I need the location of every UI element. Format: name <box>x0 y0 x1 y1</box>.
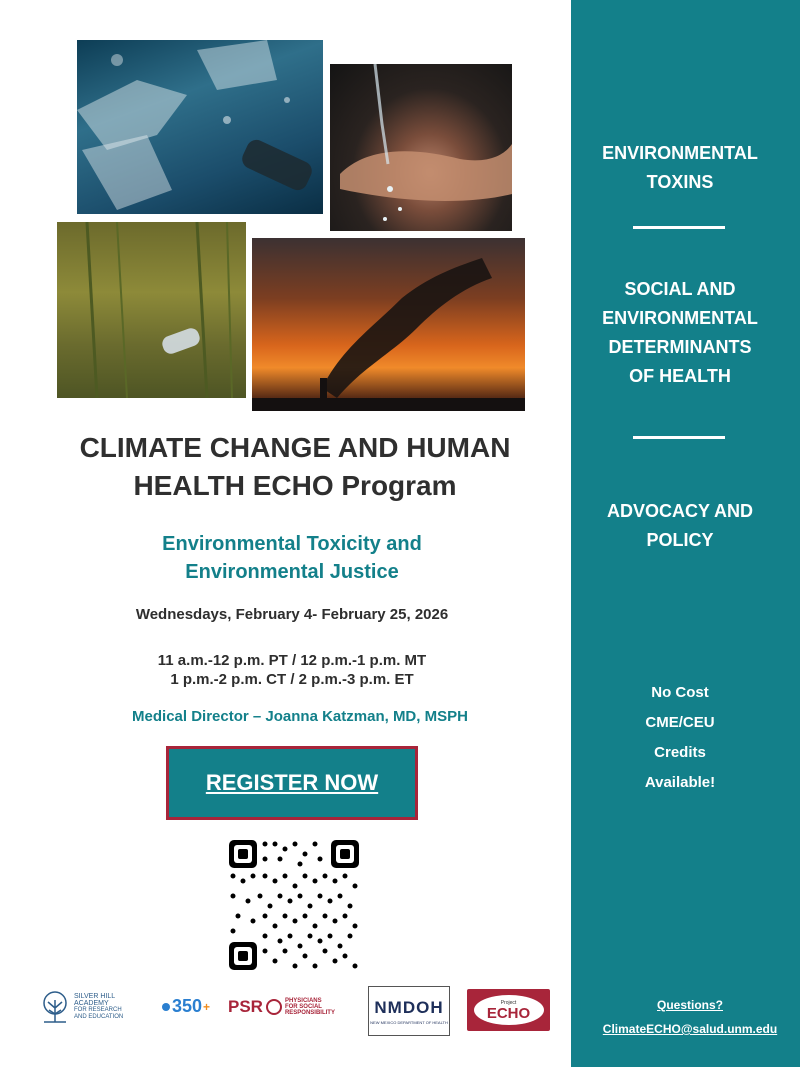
silver-hill-academy-logo <box>38 990 123 1024</box>
topic1-line2: TOXINS <box>646 172 714 192</box>
topic2-line4: OF HEALTH <box>629 366 731 386</box>
session-dates: Wednesdays, February 4- February 25, 2026 <box>135 606 449 623</box>
350-logo <box>162 996 210 1017</box>
sidebar-divider <box>633 436 725 439</box>
echo-small-text: Project <box>500 999 517 1006</box>
register-now-button[interactable] <box>166 746 418 820</box>
credits-line1: No Cost <box>651 684 709 701</box>
program-title <box>0 429 590 505</box>
topic2-line1: SOCIAL AND <box>624 279 736 299</box>
partner-logos <box>38 986 558 1034</box>
topic-social-determinants <box>580 275 780 391</box>
session-times <box>0 651 584 689</box>
topic1-line1: ENVIRONMENTAL <box>602 143 758 163</box>
topic3-line2: POLICY <box>646 530 714 550</box>
350-logo-text: 350 <box>172 996 203 1016</box>
session-times-line2: 1 p.m.-2 p.m. CT / 2 p.m.-3 p.m. ET <box>170 671 414 688</box>
nmdoh-text: NMDOH <box>374 997 444 1017</box>
silver-hill-line2: ACADEMY <box>74 1000 109 1007</box>
psr-line2: FOR SOCIAL <box>284 1004 322 1010</box>
register-now-label: REGISTER NOW <box>205 770 379 795</box>
program-title-line2: HEALTH ECHO Program <box>133 470 457 501</box>
tree-icon <box>38 990 72 1024</box>
topic-advocacy-policy <box>580 497 780 555</box>
project-echo-logo <box>467 989 550 1031</box>
topic2-line2: ENVIRONMENTAL <box>602 308 758 328</box>
session-times-line1: 11 a.m.-12 p.m. PT / 12 p.m.-1 p.m. MT <box>157 652 427 669</box>
program-subtitle-line1: Environmental Toxicity and <box>162 533 422 555</box>
medical-director: Medical Director – Joanna Katzman, MD, MSPH <box>132 708 468 725</box>
nmdoh-subtext: NEW MEXICO DEPARTMENT OF HEALTH <box>370 1019 448 1025</box>
program-title-line1: CLIMATE CHANGE AND HUMAN <box>79 432 511 463</box>
silver-hill-line4: AND EDUCATION <box>74 1014 124 1020</box>
350-dot-icon <box>162 1003 170 1011</box>
plus-icon: + <box>203 999 211 1014</box>
psr-line3: RESPONSIBILITY <box>284 1010 335 1016</box>
hands-water-photo <box>330 64 512 231</box>
nmdoh-logo <box>368 986 450 1036</box>
psr-line1: PHYSICIANS <box>284 998 322 1004</box>
echo-text: ECHO <box>486 1004 531 1022</box>
topic-environmental-toxins <box>580 139 780 197</box>
ocean-plastic-photo <box>77 40 323 214</box>
sidebar-divider <box>633 226 725 229</box>
psr-logo <box>228 997 335 1017</box>
credits-line2: CME/CEU <box>645 714 715 731</box>
topic2-line3: DETERMINANTS <box>608 337 752 357</box>
registration-qr-code[interactable] <box>229 840 359 970</box>
silver-hill-line3: FOR RESEARCH <box>74 1007 122 1013</box>
globe-icon <box>266 999 282 1015</box>
polluted-pond-photo <box>57 222 246 398</box>
contact-email-link[interactable]: ClimateECHO@salud.unm.edu <box>602 1022 778 1036</box>
program-subtitle-line2: Environmental Justice <box>185 561 399 583</box>
credits-line4: Available! <box>644 774 716 791</box>
smokestack-sunset-photo <box>252 238 525 411</box>
silver-hill-line1: SILVER HILL <box>74 993 116 1000</box>
topic3-line1: ADVOCACY AND <box>606 501 753 521</box>
psr-abbr: PSR <box>228 997 263 1016</box>
credits-line3: Credits <box>654 744 706 761</box>
program-subtitle <box>0 530 584 586</box>
questions-link[interactable]: Questions? <box>656 998 723 1012</box>
credits-info <box>580 678 780 798</box>
